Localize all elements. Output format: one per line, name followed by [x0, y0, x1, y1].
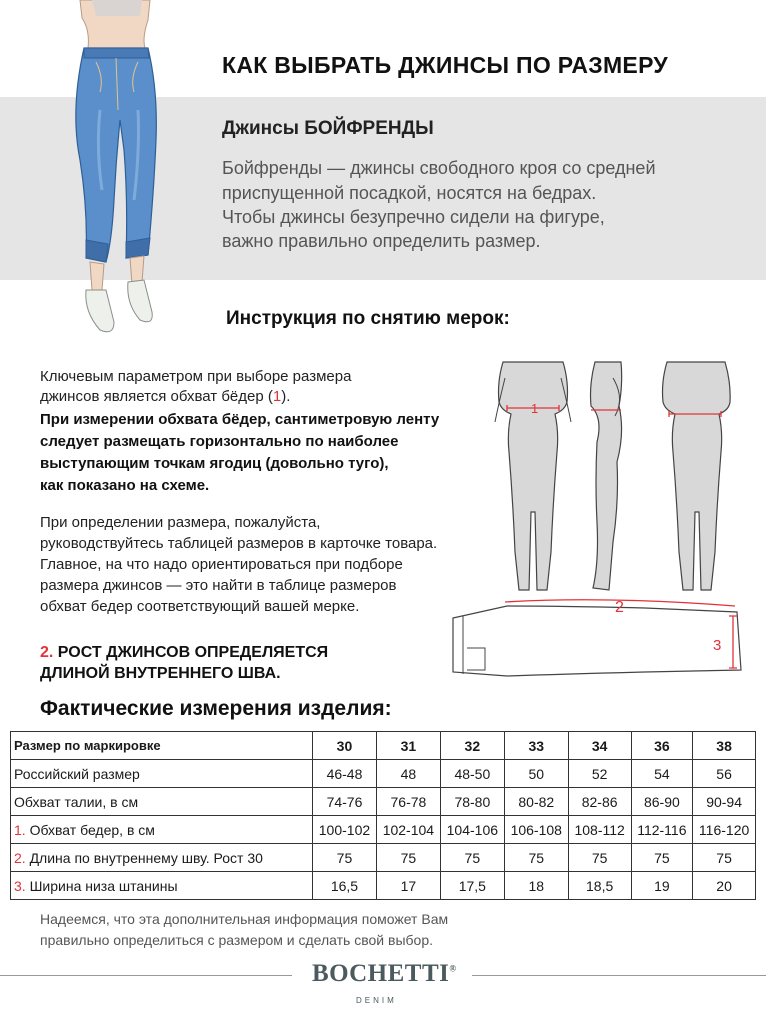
footer-divider — [0, 975, 292, 976]
brand-tagline: DENIM — [356, 996, 397, 1005]
table-cell: 75 — [440, 844, 504, 872]
brand-logo: BOCHETTI® — [312, 960, 457, 987]
table-row — [11, 844, 756, 872]
row-label: Обхват талии, в см — [11, 788, 313, 816]
measurements-heading: Фактические измерения изделия: — [40, 697, 392, 720]
table-cell: 86-90 — [631, 788, 693, 816]
table-cell: 75 — [313, 844, 377, 872]
table-cell: 17 — [376, 872, 440, 900]
instructions-heading: Инструкция по снятию мерок: — [226, 308, 510, 329]
size-col: 34 — [568, 732, 631, 760]
size-col: 31 — [376, 732, 440, 760]
instruction-text: обхват бедер соответствующий вашей мерке. — [40, 598, 360, 615]
size-table — [10, 731, 756, 900]
instruction-text: джинсов является обхват бёдер (1). — [40, 388, 291, 405]
intro-line: важно правильно определить размер. — [222, 231, 541, 251]
header-label: Размер по маркировке — [11, 732, 313, 760]
hip-ref-number: 1 — [272, 388, 282, 405]
instruction-text: При определении размера, пожалуйста, — [40, 514, 321, 531]
table-cell: 102-104 — [376, 816, 440, 844]
table-row — [11, 816, 756, 844]
table-cell: 46-48 — [313, 760, 377, 788]
table-cell: 75 — [504, 844, 568, 872]
table-header-row — [11, 732, 756, 760]
size-col: 32 — [440, 732, 504, 760]
instruction-text: Главное, на что надо ориентироваться при подборе — [40, 556, 403, 573]
table-cell: 75 — [376, 844, 440, 872]
hip-label-1: 1 — [531, 401, 539, 416]
table-cell: 20 — [693, 872, 756, 900]
intro-line: Бойфренды — джинсы свободного кроя со средней — [222, 158, 656, 178]
table-row — [11, 760, 756, 788]
instruction-text: Ключевым параметром при выборе размера — [40, 368, 352, 385]
row-label: 1. Обхват бедер, в см — [11, 816, 313, 844]
inseam-note: 2. РОСТ ДЖИНСОВ ОПРЕДЕЛЯЕТСЯ — [40, 644, 329, 661]
instruction-text: размера джинсов — это найти в таблице размеров — [40, 577, 397, 594]
instruction-bold-text: следует размещать горизонтально по наиболее — [40, 433, 399, 450]
inseam-note: ДЛИНОЙ ВНУТРЕННЕГО ШВА. — [40, 665, 281, 682]
instruction-bold-text: как показано на схеме. — [40, 477, 210, 494]
table-cell: 18,5 — [568, 872, 631, 900]
intro-line: приспущенной посадкой, носятся на бедрах. — [222, 183, 597, 203]
table-cell: 90-94 — [693, 788, 756, 816]
table-cell: 17,5 — [440, 872, 504, 900]
table-cell: 50 — [504, 760, 568, 788]
page-title: КАК ВЫБРАТЬ ДЖИНСЫ ПО РАЗМЕРУ — [222, 52, 669, 78]
table-cell: 54 — [631, 760, 693, 788]
size-col: 38 — [693, 732, 756, 760]
table-row — [11, 788, 756, 816]
table-cell: 106-108 — [504, 816, 568, 844]
table-cell: 116-120 — [693, 816, 756, 844]
table-cell: 75 — [693, 844, 756, 872]
table-cell: 16,5 — [313, 872, 377, 900]
footnote-line: Надеемся, что эта дополнительная информация поможет Вам — [40, 911, 449, 927]
table-cell: 48-50 — [440, 760, 504, 788]
row-label: 3. Ширина низа штанины — [11, 872, 313, 900]
size-col: 36 — [631, 732, 693, 760]
instruction-text: руководствуйтесь таблицей размеров в карточке товара. — [40, 535, 438, 552]
table-cell: 78-80 — [440, 788, 504, 816]
size-col: 33 — [504, 732, 568, 760]
table-cell: 19 — [631, 872, 693, 900]
table-cell: 52 — [568, 760, 631, 788]
row-label: Российский размер — [11, 760, 313, 788]
table-cell: 108-112 — [568, 816, 631, 844]
table-cell: 112-116 — [631, 816, 693, 844]
inseam-label-2: 2 — [615, 599, 624, 616]
table-cell: 75 — [568, 844, 631, 872]
footnote-line: правильно определиться с размером и сделать свой выбор. — [40, 932, 433, 948]
table-cell: 75 — [631, 844, 693, 872]
table-cell: 48 — [376, 760, 440, 788]
table-cell: 76-78 — [376, 788, 440, 816]
body-measurement-diagram — [485, 362, 730, 597]
row-label: 2. Длина по внутреннему шву. Рост 30 — [11, 844, 313, 872]
intro-line: Чтобы джинсы безупречно сидели на фигуре, — [222, 207, 605, 227]
table-cell: 56 — [693, 760, 756, 788]
table-cell: 74-76 — [313, 788, 377, 816]
table-row — [11, 872, 756, 900]
model-illustration — [30, 0, 210, 345]
jeans-type-heading: Джинсы БОЙФРЕНДЫ — [222, 118, 434, 139]
instruction-bold-text: При измерении обхвата бёдер, сантиметровую ленту — [40, 411, 440, 428]
table-cell: 104-106 — [440, 816, 504, 844]
footer-divider — [472, 975, 766, 976]
table-cell: 82-86 — [568, 788, 631, 816]
table-cell: 100-102 — [313, 816, 377, 844]
size-col: 30 — [313, 732, 377, 760]
table-cell: 80-82 — [504, 788, 568, 816]
table-cell: 18 — [504, 872, 568, 900]
instruction-bold-text: выступающим точкам ягодиц (довольно туго), — [40, 455, 389, 472]
hem-label-3: 3 — [713, 637, 722, 654]
jeans-flat-diagram — [445, 598, 745, 680]
